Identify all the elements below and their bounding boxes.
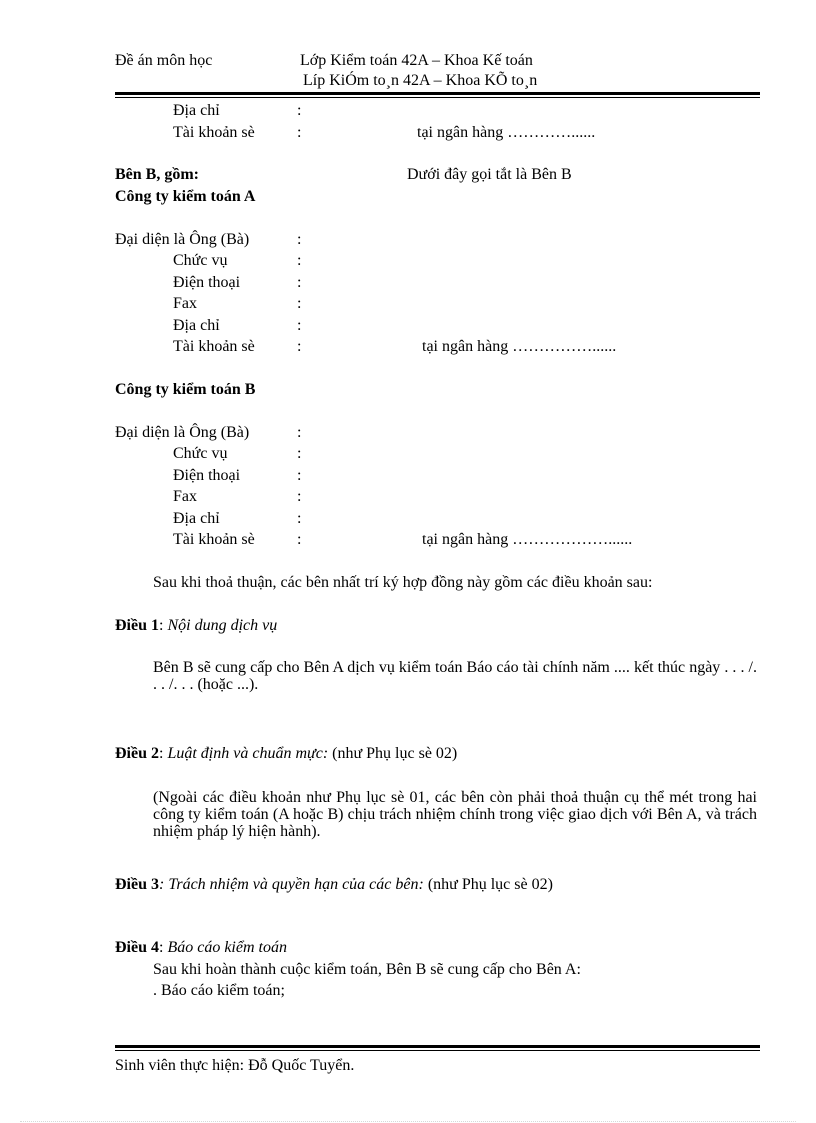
article-1-label: Điều 1 bbox=[115, 617, 159, 634]
party-a-account-colon: : bbox=[297, 124, 302, 141]
article-2-label: Điều 2 bbox=[115, 745, 159, 762]
header-left: Đề án môn học bbox=[115, 52, 213, 69]
company-b-address-colon: : bbox=[297, 510, 302, 527]
company-b-fax-colon: : bbox=[297, 488, 302, 505]
party-b-heading-note: Dưới đây gọi tắt là Bên B bbox=[407, 166, 572, 183]
company-a-rep-colon: : bbox=[297, 231, 302, 248]
company-b-name: Công ty kiểm toán B bbox=[115, 381, 256, 398]
company-a-account-label: Tài khoản sè bbox=[173, 338, 255, 355]
article-3-title: : Trách nhiệm và quyền hạn của các bên: bbox=[159, 876, 424, 893]
company-b-fax-label: Fax bbox=[173, 488, 197, 505]
company-a-phone-label: Điện thoại bbox=[173, 274, 241, 291]
party-a-bank-text: tại ngân hàng …………...... bbox=[417, 124, 596, 141]
company-a-address-label: Địa chỉ bbox=[173, 317, 220, 334]
company-a-rep-label: Đại diện là Ông (Bà) bbox=[115, 231, 250, 248]
article-3-note: (như Phụ lục sè 02) bbox=[427, 876, 553, 893]
article-1-title: Nội dung dịch vụ bbox=[167, 617, 278, 634]
article-4-heading: Điều 4: Báo cáo kiểm toán bbox=[115, 939, 287, 956]
company-b-phone-colon: : bbox=[297, 467, 302, 484]
article-1-heading: Điều 1: Nội dung dịch vụ bbox=[115, 617, 278, 634]
company-a-title-colon: : bbox=[297, 252, 302, 269]
company-b-rep-colon: : bbox=[297, 424, 302, 441]
company-b-phone-label: Điện thoại bbox=[173, 467, 241, 484]
article-2-note: (như Phụ lục sè 02) bbox=[332, 745, 458, 762]
party-a-address-colon: : bbox=[297, 102, 302, 119]
agreement-intro: Sau khi thoả thuận, các bên nhất trí ký hợp đồng này gồm các điều khoản sau: bbox=[153, 574, 653, 591]
company-b-address-label: Địa chỉ bbox=[173, 510, 220, 527]
header-rule bbox=[115, 92, 760, 98]
article-2-heading: Điều 2: Luật định và chuẩn mực: (như Phụ lục sè 02) bbox=[115, 745, 458, 762]
article-2-body: (Ngoài các điều khoản như Phụ lục sè 01, các bên còn phải thoả thuận cụ thể mét trong hai công ty kiểm toán (A hoặc B) chịu trách nhiệm chính trong việc giao dịch với Bên A, và trách nhiệm pháp lý hiện hành). bbox=[153, 789, 757, 840]
party-a-account-label: Tài khoản sè bbox=[173, 124, 255, 141]
company-a-phone-colon: : bbox=[297, 274, 302, 291]
company-a-title-label: Chức vụ bbox=[173, 252, 228, 269]
company-a-fax-colon: : bbox=[297, 295, 302, 312]
article-4-label: Điều 4 bbox=[115, 939, 159, 956]
company-b-bank-text: tại ngân hàng ………………...... bbox=[422, 531, 633, 548]
footer-student: Sinh viên thực hiện: Đỗ Quốc Tuyển. bbox=[115, 1057, 355, 1074]
page-bottom-edge bbox=[20, 1121, 796, 1122]
party-b-heading: Bên B, gồm: bbox=[115, 166, 199, 183]
company-b-title-colon: : bbox=[297, 445, 302, 462]
party-a-address-label: Địa chỉ bbox=[173, 102, 220, 119]
company-b-rep-label: Đại diện là Ông (Bà) bbox=[115, 424, 250, 441]
company-b-title-label: Chức vụ bbox=[173, 445, 228, 462]
article-3-heading bbox=[115, 876, 553, 894]
company-a-address-colon: : bbox=[297, 317, 302, 334]
company-a-fax-label: Fax bbox=[173, 295, 197, 312]
article-3-label: Điều 3 bbox=[115, 876, 159, 893]
company-a-bank-text: tại ngân hàng ……………...... bbox=[422, 338, 617, 355]
company-a-name: Công ty kiểm toán A bbox=[115, 188, 256, 205]
article-4-line1: Sau khi hoàn thành cuộc kiểm toán, Bên B sẽ cung cấp cho Bên A: bbox=[153, 961, 581, 978]
article-1-body: Bên B sẽ cung cấp cho Bên A dịch vụ kiểm toán Báo cáo tài chính năm .... kết thúc ngày . . . /. . . /. . . (hoặc ...). bbox=[153, 659, 757, 693]
article-4-title: Báo cáo kiểm toán bbox=[167, 939, 287, 956]
article-2-title: Luật định và chuẩn mực: bbox=[167, 745, 329, 762]
footer-rule bbox=[115, 1045, 760, 1051]
header-right-line2: Líp KiÓm to¸n 42A – Khoa KÕ to¸n bbox=[303, 72, 538, 89]
article-4-line2: . Báo cáo kiểm toán; bbox=[153, 982, 285, 999]
header-right-line1: Lớp Kiểm toán 42A – Khoa Kế toán bbox=[300, 52, 533, 69]
company-b-account-label: Tài khoản sè bbox=[173, 531, 255, 548]
company-b-account-colon: : bbox=[297, 531, 302, 548]
company-a-account-colon: : bbox=[297, 338, 302, 355]
